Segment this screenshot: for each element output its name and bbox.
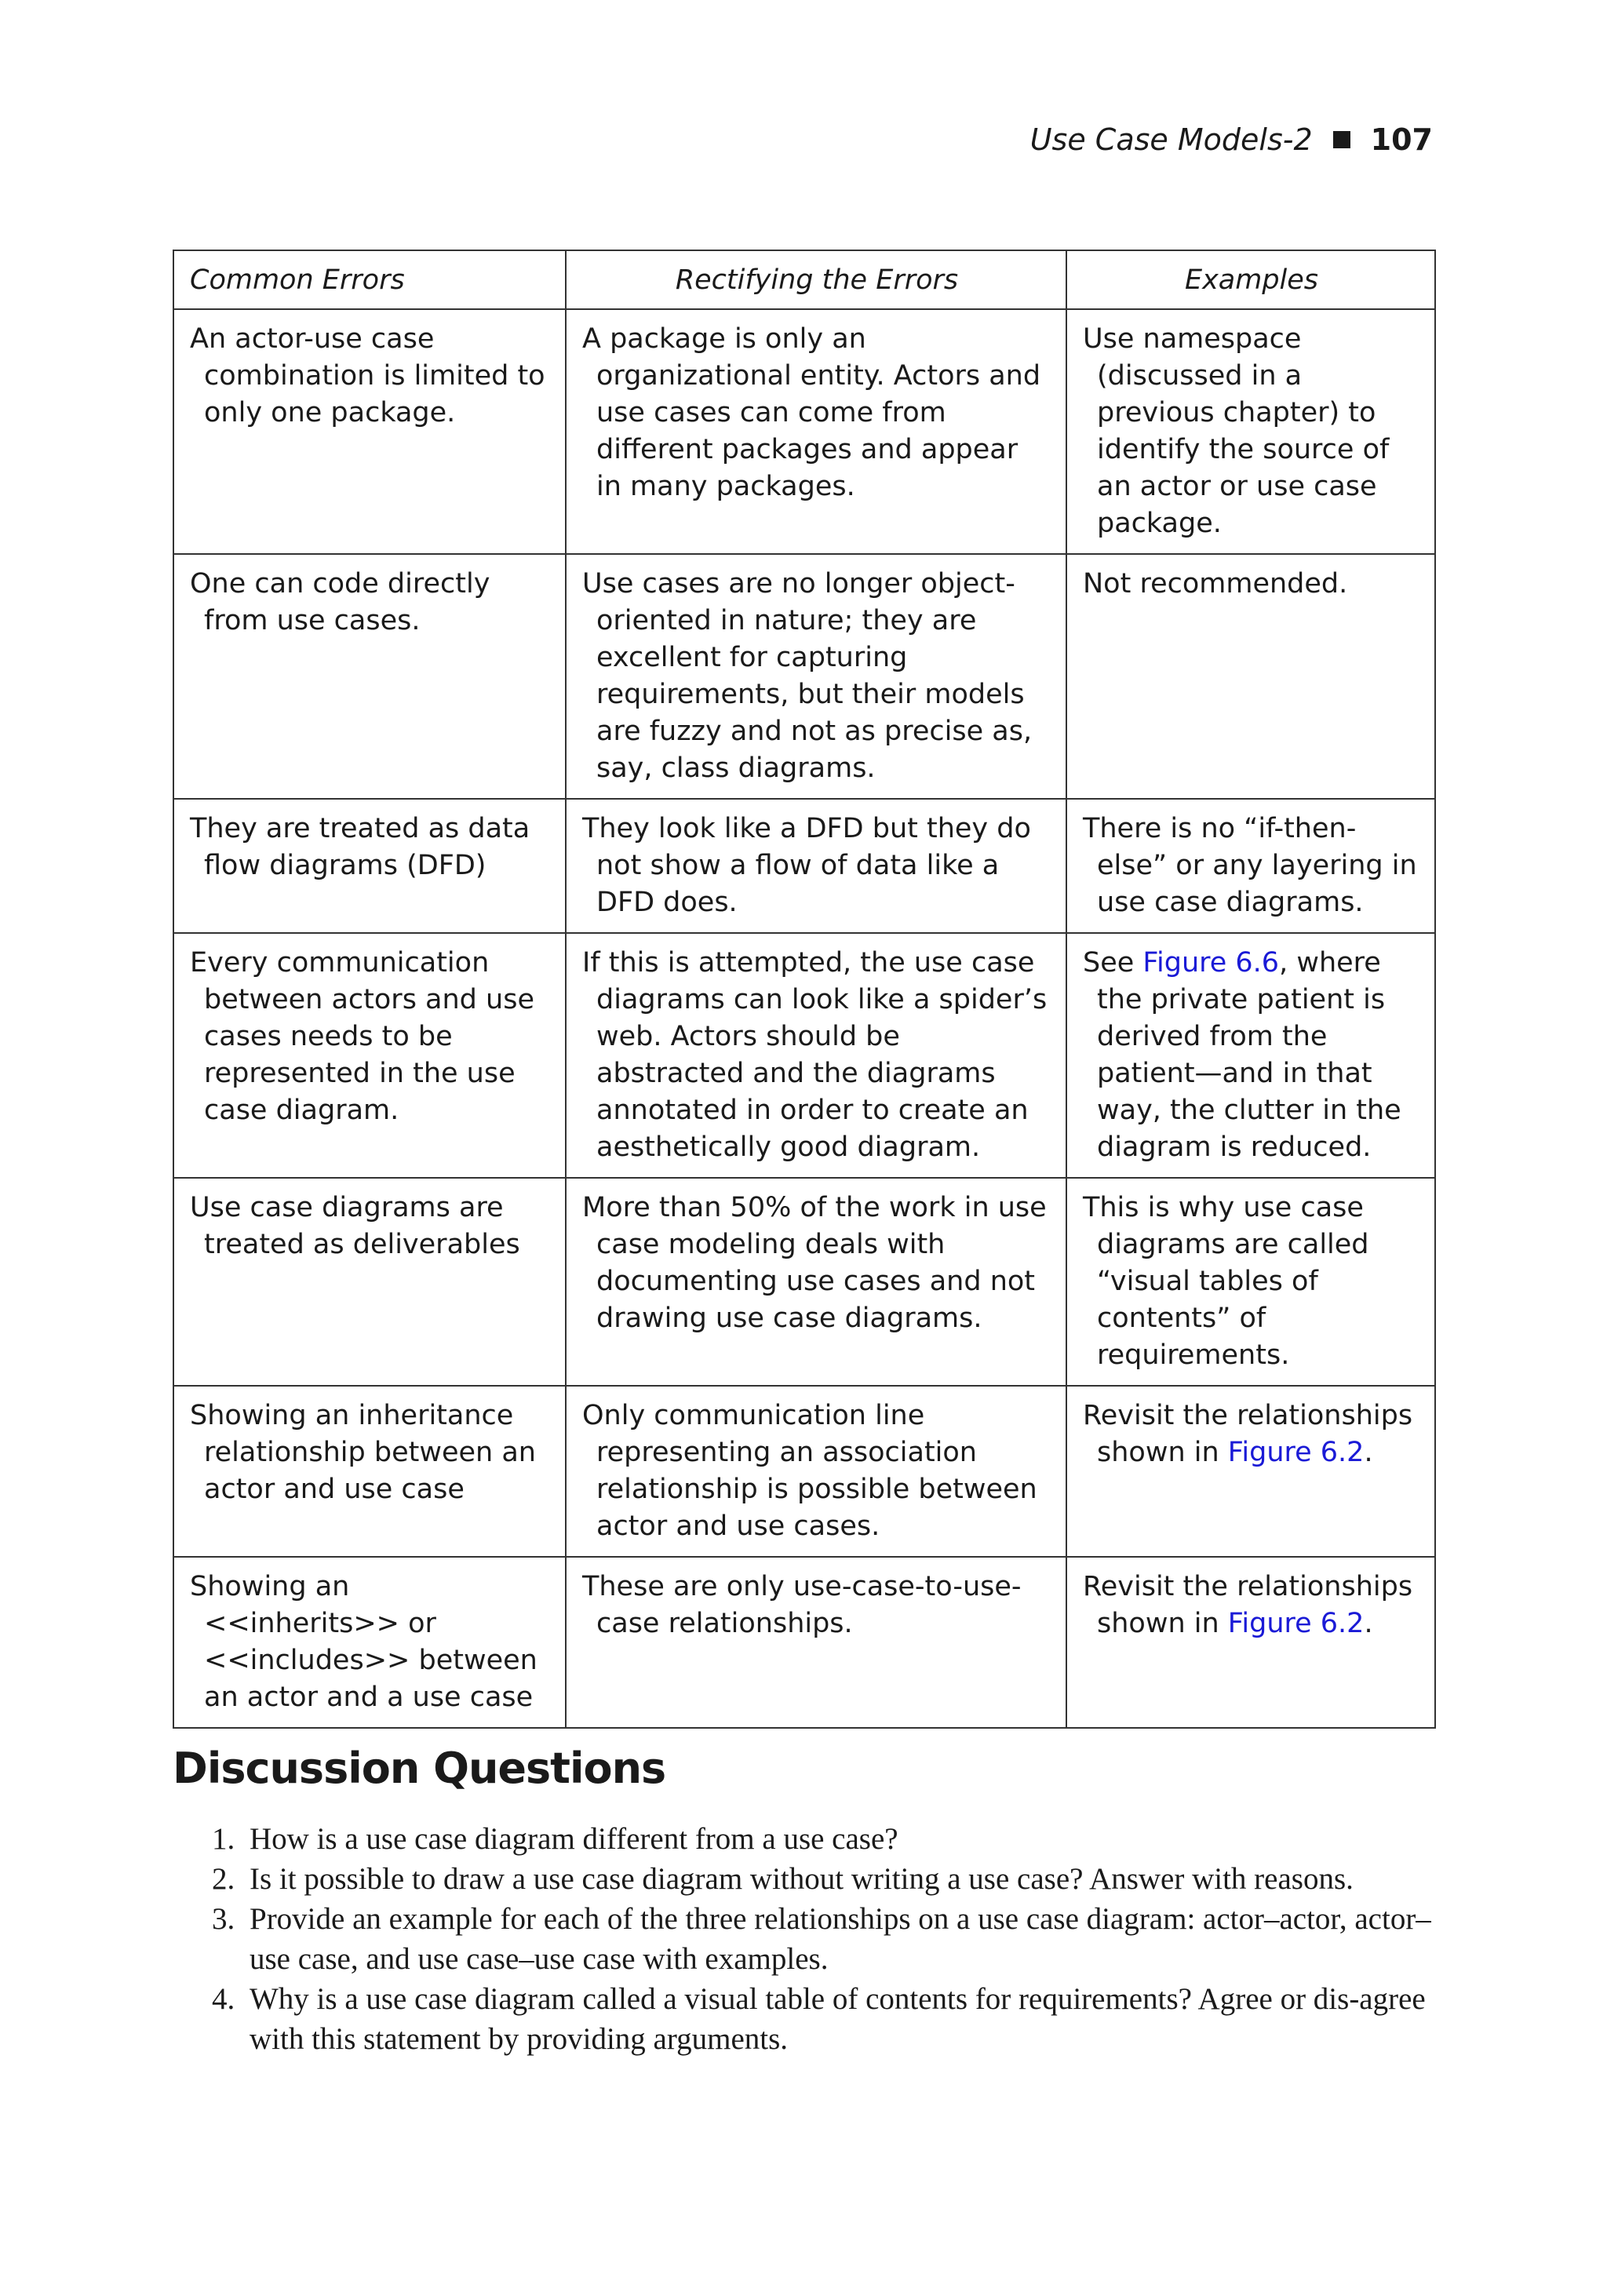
question-number: 3. [212, 1902, 235, 1936]
table-row [173, 1557, 1435, 1728]
question-text: Why is a use case diagram called a visual table of contents for requirements? Agree or dis-agree with this statement by providing arguments. [250, 1982, 1426, 2056]
error-text: Every communication between actors and use cases needs to be represented in the use case diagram. [190, 947, 534, 1126]
example-text-part: . [1364, 1437, 1373, 1468]
example-text [1083, 811, 1420, 921]
example-text-part: There is no “if-then-else” or any layering in use case diagrams. [1083, 813, 1417, 918]
common-errors-table [173, 250, 1436, 1729]
running-head-title: Use Case Models-2 [1029, 122, 1313, 157]
example-text [1083, 1398, 1420, 1471]
error-cell [173, 799, 566, 933]
example-text-part: Revisit the relationships shown in [1083, 1571, 1413, 1639]
example-text [1083, 566, 1420, 603]
table-row [173, 1386, 1435, 1557]
example-text [1083, 945, 1420, 1166]
example-cell [1066, 799, 1435, 933]
rectify-text: A package is only an organizational entity. Actors and use cases can come from different packages and appear in many packages. [582, 323, 1041, 502]
question-number: 2. [212, 1862, 235, 1896]
list-item [173, 1899, 1436, 1979]
rectify-cell [566, 1178, 1066, 1386]
list-item [173, 1979, 1436, 2059]
error-text: They are treated as data flow diagrams (DFD) [190, 813, 530, 881]
example-text-part: Revisit the relationships shown in [1083, 1400, 1413, 1468]
header-common-errors: Common Errors [173, 250, 566, 309]
question-text: How is a use case diagram different from a use case? [250, 1822, 898, 1856]
error-cell [173, 1557, 566, 1728]
question-text: Is it possible to draw a use case diagram without writing a use case? Answer with reasons. [250, 1862, 1354, 1896]
rectify-cell [566, 1557, 1066, 1728]
example-cell [1066, 933, 1435, 1178]
figure-6-2-link[interactable]: Figure 6.2 [1227, 1437, 1365, 1468]
example-text-part: , where the private patient is derived from the patient—and in that way, the clutter in the diagram is reduced. [1097, 947, 1401, 1163]
example-text [1083, 1190, 1420, 1374]
error-text: Use case diagrams are treated as deliverables [190, 1192, 520, 1260]
question-text: Provide an example for each of the three relationships on a use case diagram: actor–actor, actor–use case, and use case–use case with examples. [250, 1902, 1431, 1976]
rectify-cell [566, 554, 1066, 799]
rectify-text: More than 50% of the work in use case modeling deals with documenting use cases and not drawing use case diagrams. [582, 1192, 1047, 1334]
error-cell [173, 1178, 566, 1386]
example-text-part: . [1364, 1608, 1373, 1639]
question-number: 1. [212, 1822, 235, 1856]
rectify-cell [566, 309, 1066, 554]
running-head [1030, 122, 1433, 157]
example-text-part: This is why use case diagrams are called “visual tables of contents” of requirements. [1083, 1192, 1369, 1371]
error-text: One can code directly from use cases. [190, 568, 490, 636]
error-cell [173, 554, 566, 799]
error-cell [173, 933, 566, 1178]
discussion-questions-list [173, 1819, 1436, 2059]
error-cell [173, 1386, 566, 1557]
example-text-part: Use namespace (discussed in a previous chapter) to identify the source of an actor or use case package. [1083, 323, 1390, 539]
error-text: Showing an inheritance relationship between an actor and use case [190, 1400, 536, 1505]
example-text [1083, 1569, 1420, 1642]
example-cell [1066, 554, 1435, 799]
error-cell [173, 309, 566, 554]
table-row [173, 933, 1435, 1178]
square-bullet-icon [1333, 131, 1350, 148]
header-examples: Examples [1066, 250, 1435, 309]
rectify-cell [566, 933, 1066, 1178]
table-header-row [173, 250, 1435, 309]
list-item [173, 1819, 1436, 1859]
example-text-part: See [1083, 947, 1143, 979]
rectify-cell [566, 1386, 1066, 1557]
example-cell [1066, 309, 1435, 554]
example-text-part: Not recommended. [1083, 568, 1348, 600]
rectify-cell [566, 799, 1066, 933]
table-row [173, 799, 1435, 933]
rectify-text: They look like a DFD but they do not show a flow of data like a DFD does. [582, 813, 1031, 918]
example-cell [1066, 1557, 1435, 1728]
rectify-text: Use cases are no longer object-oriented in nature; they are excellent for capturing requirements, but their models are fuzzy and not as precise as, say, class diagrams. [582, 568, 1033, 784]
table-row [173, 554, 1435, 799]
list-item [173, 1859, 1436, 1899]
figure-6-2-link[interactable]: Figure 6.2 [1227, 1608, 1365, 1639]
example-cell [1066, 1386, 1435, 1557]
section-heading: Discussion Questions [173, 1744, 666, 1793]
figure-6-6-link[interactable]: Figure 6.6 [1142, 947, 1280, 979]
page-number: 107 [1370, 122, 1433, 157]
example-cell [1066, 1178, 1435, 1386]
rectify-text: Only communication line representing an association relationship is possible between actor and use cases. [582, 1400, 1037, 1542]
rectify-text: If this is attempted, the use case diagrams can look like a spider’s web. Actors should be abstracted and the diagrams annotated in order to create an aesthetically good diagram. [582, 947, 1048, 1163]
example-text [1083, 321, 1420, 542]
header-rectifying-errors: Rectifying the Errors [566, 250, 1066, 309]
error-text: An actor-use case combination is limited to only one package. [190, 323, 545, 428]
rectify-text: These are only use-case-to-use-case relationships. [582, 1571, 1022, 1639]
question-number: 4. [212, 1982, 235, 2016]
table-row [173, 1178, 1435, 1386]
error-text: Showing an <<inherits>> or <<includes>> between an actor and a use case [190, 1571, 537, 1713]
table-row [173, 309, 1435, 554]
